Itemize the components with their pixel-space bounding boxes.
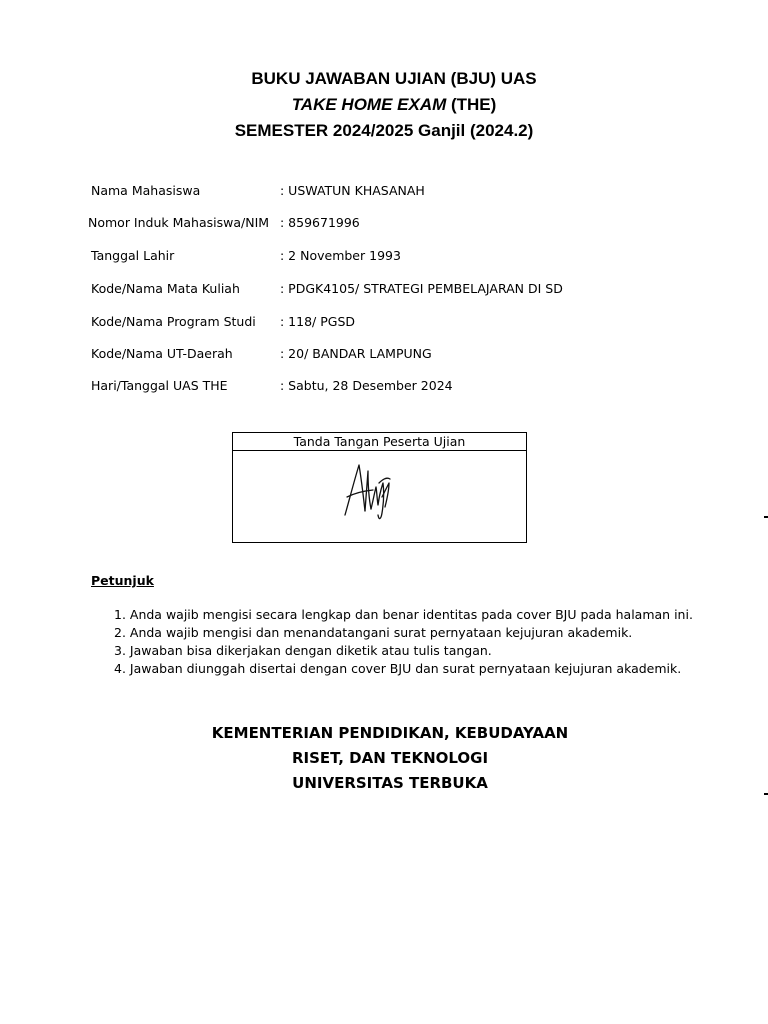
identity-label: Kode/Nama UT-Daerah bbox=[91, 346, 233, 361]
instruction-item: 3. Jawaban bisa dikerjakan dengan diketik atau tulis tangan. bbox=[114, 643, 492, 658]
identity-value: : Sabtu, 28 Desember 2024 bbox=[280, 378, 453, 393]
doc-title-line1: BUKU JAWABAN UJIAN (BJU) UAS bbox=[251, 69, 537, 88]
university-name: UNIVERSITAS TERBUKA bbox=[292, 774, 488, 792]
identity-label: Kode/Nama Program Studi bbox=[91, 314, 256, 329]
identity-value: : 118/ PGSD bbox=[280, 314, 356, 329]
instruction-item: 2. Anda wajib mengisi dan menandatangani surat pernyataan kejujuran akademik. bbox=[114, 625, 633, 640]
instruction-item: 1. Anda wajib mengisi secara lengkap dan benar identitas pada cover BJU pada halaman ini. bbox=[114, 607, 693, 622]
identity-row-name bbox=[0, 182, 768, 200]
identity-row-birthdate bbox=[0, 247, 768, 265]
instructions-title: Petunjuk bbox=[91, 573, 154, 588]
identity-value: : 2 November 1993 bbox=[280, 248, 401, 263]
the-text: (THE) bbox=[446, 95, 497, 114]
page-edge-mark bbox=[764, 516, 768, 518]
identity-value: : 859671996 bbox=[280, 215, 360, 230]
identity-row-course bbox=[0, 280, 768, 298]
doc-title-line3: SEMESTER 2024/2025 Ganjil (2024.2) bbox=[234, 121, 534, 140]
ministry-line1: KEMENTERIAN PENDIDIKAN, KEBUDAYAAN bbox=[211, 724, 569, 742]
page-edge-mark bbox=[764, 793, 768, 795]
identity-row-program bbox=[0, 313, 768, 331]
doc-title-line2 bbox=[10, 95, 768, 115]
identity-label: Nomor Induk Mahasiswa/NIM bbox=[88, 215, 270, 230]
identity-value: : USWATUN KHASANAH bbox=[280, 183, 425, 198]
signature-image bbox=[335, 457, 405, 523]
identity-value: : 20/ BANDAR LAMPUNG bbox=[280, 346, 432, 361]
identity-label: Kode/Nama Mata Kuliah bbox=[91, 281, 240, 296]
identity-row-exam-date bbox=[0, 377, 768, 395]
signature-box bbox=[232, 432, 527, 543]
signature-heading: Tanda Tangan Peserta Ujian bbox=[233, 433, 526, 451]
identity-value: : PDGK4105/ STRATEGI PEMBELAJARAN DI SD bbox=[280, 281, 563, 296]
identity-row-region bbox=[0, 345, 768, 363]
instructions-list bbox=[114, 606, 693, 678]
take-home-exam-text: TAKE HOME EXAM bbox=[291, 95, 447, 114]
identity-label: Tanggal Lahir bbox=[91, 248, 175, 263]
ministry-line2: RISET, DAN TEKNOLOGI bbox=[291, 749, 489, 767]
instruction-item: 4. Jawaban diunggah disertai dengan cover BJU dan surat pernyataan kejujuran akademik. bbox=[114, 661, 682, 676]
identity-label: Hari/Tanggal UAS THE bbox=[91, 378, 228, 393]
identity-label: Nama Mahasiswa bbox=[91, 183, 201, 198]
identity-row-nim bbox=[0, 214, 768, 232]
